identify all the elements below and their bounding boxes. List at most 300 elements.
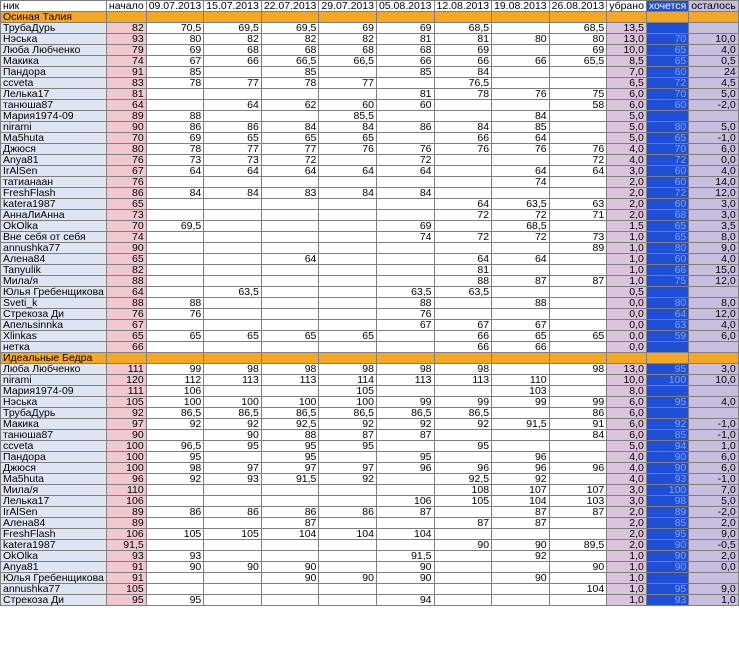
name-cell[interactable]: ccveta: [1, 441, 107, 452]
date-value-cell[interactable]: [146, 199, 204, 210]
date-value-cell[interactable]: 86,5: [319, 408, 377, 419]
date-value-cell[interactable]: 113: [204, 375, 262, 386]
date-value-cell[interactable]: [376, 254, 434, 265]
date-value-cell[interactable]: [204, 540, 262, 551]
goal-cell[interactable]: 68: [646, 210, 688, 221]
goal-cell[interactable]: 72: [646, 78, 688, 89]
date-value-cell[interactable]: 66: [434, 342, 492, 353]
date-value-cell[interactable]: [434, 298, 492, 309]
date-value-cell[interactable]: 105: [434, 496, 492, 507]
date-value-cell[interactable]: 113: [376, 375, 434, 386]
date-value-cell[interactable]: [549, 551, 607, 562]
date-value-cell[interactable]: 66: [376, 56, 434, 67]
date-value-cell[interactable]: 95: [146, 595, 204, 606]
lost-cell[interactable]: 8,0: [607, 386, 647, 397]
date-value-cell[interactable]: [434, 430, 492, 441]
start-cell[interactable]: 97: [106, 419, 146, 430]
date-value-cell[interactable]: [376, 342, 434, 353]
date-value-cell[interactable]: [434, 562, 492, 573]
date-value-cell[interactable]: [261, 595, 319, 606]
goal-cell[interactable]: 75: [646, 276, 688, 287]
start-cell[interactable]: 100: [106, 463, 146, 474]
date-value-cell[interactable]: 108: [434, 485, 492, 496]
remaining-cell[interactable]: 0,5: [689, 56, 738, 67]
date-value-cell[interactable]: [549, 221, 607, 232]
date-value-cell[interactable]: [146, 177, 204, 188]
date-value-cell[interactable]: 95: [376, 452, 434, 463]
section-title[interactable]: Осиная Талия: [1, 12, 107, 23]
start-cell[interactable]: 106: [106, 496, 146, 507]
date-value-cell[interactable]: 93: [204, 474, 262, 485]
lost-cell[interactable]: 0,0: [607, 331, 647, 342]
goal-cell[interactable]: 89: [646, 507, 688, 518]
date-value-cell[interactable]: 75: [549, 89, 607, 100]
date-value-cell[interactable]: 84: [434, 122, 492, 133]
date-value-cell[interactable]: [549, 265, 607, 276]
date-value-cell[interactable]: [492, 287, 550, 298]
date-value-cell[interactable]: [549, 122, 607, 133]
section-fill-cell[interactable]: [106, 12, 146, 23]
date-value-cell[interactable]: 86,5: [376, 408, 434, 419]
lost-cell[interactable]: 0,5: [607, 287, 647, 298]
remaining-cell[interactable]: -1,0: [689, 430, 738, 441]
remaining-cell[interactable]: [689, 386, 738, 397]
lost-cell[interactable]: 1,5: [607, 221, 647, 232]
start-cell[interactable]: 67: [106, 166, 146, 177]
date-value-cell[interactable]: 76: [376, 144, 434, 155]
name-cell[interactable]: Нэська: [1, 34, 107, 45]
date-value-cell[interactable]: 92: [319, 419, 377, 430]
date-value-cell[interactable]: [549, 342, 607, 353]
goal-cell[interactable]: 72: [646, 188, 688, 199]
date-value-cell[interactable]: 114: [319, 375, 377, 386]
date-value-cell[interactable]: 69: [549, 45, 607, 56]
date-value-cell[interactable]: 62: [261, 100, 319, 111]
date-value-cell[interactable]: [492, 45, 550, 56]
goal-cell[interactable]: 93: [646, 474, 688, 485]
date-value-cell[interactable]: [204, 485, 262, 496]
section-fill-cell[interactable]: [146, 353, 204, 364]
date-value-cell[interactable]: [204, 67, 262, 78]
remaining-cell[interactable]: -2,0: [689, 100, 738, 111]
date-value-cell[interactable]: 87: [434, 518, 492, 529]
date-value-cell[interactable]: 92,5: [434, 474, 492, 485]
date-value-cell[interactable]: [146, 518, 204, 529]
date-value-cell[interactable]: 104: [261, 529, 319, 540]
date-value-cell[interactable]: 76: [376, 309, 434, 320]
date-value-cell[interactable]: 82: [319, 34, 377, 45]
goal-cell[interactable]: 98: [646, 496, 688, 507]
date-value-cell[interactable]: [549, 188, 607, 199]
name-cell[interactable]: Anya81: [1, 155, 107, 166]
name-cell[interactable]: Мила/я: [1, 485, 107, 496]
name-cell[interactable]: OkOlka: [1, 221, 107, 232]
name-cell[interactable]: OkOlka: [1, 551, 107, 562]
date-value-cell[interactable]: 84: [204, 188, 262, 199]
date-value-cell[interactable]: [549, 573, 607, 584]
date-value-cell[interactable]: 78: [434, 89, 492, 100]
date-value-cell[interactable]: [204, 342, 262, 353]
date-value-cell[interactable]: [434, 111, 492, 122]
date-value-cell[interactable]: 76: [319, 144, 377, 155]
section-fill-cell[interactable]: [607, 12, 647, 23]
remaining-cell[interactable]: -1,0: [689, 474, 738, 485]
lost-cell[interactable]: 10,0: [607, 45, 647, 56]
date-value-cell[interactable]: 103: [549, 496, 607, 507]
date-value-cell[interactable]: [261, 386, 319, 397]
name-cell[interactable]: Люба Любченко: [1, 45, 107, 56]
date-value-cell[interactable]: [319, 342, 377, 353]
date-value-cell[interactable]: 66: [204, 56, 262, 67]
date-value-cell[interactable]: [146, 287, 204, 298]
date-value-cell[interactable]: [319, 254, 377, 265]
date-value-cell[interactable]: [204, 584, 262, 595]
goal-cell[interactable]: 85: [646, 518, 688, 529]
date-value-cell[interactable]: 74: [492, 177, 550, 188]
date-value-cell[interactable]: 95: [204, 441, 262, 452]
date-value-cell[interactable]: 77: [204, 78, 262, 89]
start-cell[interactable]: 96: [106, 474, 146, 485]
date-value-cell[interactable]: 80: [549, 34, 607, 45]
date-value-cell[interactable]: 64: [319, 166, 377, 177]
goal-cell[interactable]: 95: [646, 584, 688, 595]
date-value-cell[interactable]: 69,5: [261, 23, 319, 34]
goal-cell[interactable]: 100: [646, 485, 688, 496]
date-value-cell[interactable]: 91: [549, 419, 607, 430]
date-value-cell[interactable]: 90: [376, 562, 434, 573]
start-cell[interactable]: 66: [106, 342, 146, 353]
date-value-cell[interactable]: 86: [204, 507, 262, 518]
goal-cell[interactable]: 85: [646, 430, 688, 441]
goal-cell[interactable]: 65: [646, 232, 688, 243]
remaining-cell[interactable]: 4,5: [689, 78, 738, 89]
date-value-cell[interactable]: 99: [492, 397, 550, 408]
date-value-cell[interactable]: [492, 155, 550, 166]
name-cell[interactable]: FreshFlash: [1, 188, 107, 199]
date-value-cell[interactable]: 83: [261, 188, 319, 199]
remaining-cell[interactable]: 6,0: [689, 452, 738, 463]
date-value-cell[interactable]: 86: [549, 408, 607, 419]
lost-cell[interactable]: 6,0: [607, 419, 647, 430]
date-value-cell[interactable]: [204, 221, 262, 232]
date-value-cell[interactable]: [204, 320, 262, 331]
lost-cell[interactable]: 2,0: [607, 540, 647, 551]
date-value-cell[interactable]: [261, 265, 319, 276]
date-value-cell[interactable]: [319, 518, 377, 529]
date-value-cell[interactable]: [204, 573, 262, 584]
section-fill-cell[interactable]: [376, 353, 434, 364]
date-value-cell[interactable]: [376, 265, 434, 276]
date-value-cell[interactable]: 95: [319, 441, 377, 452]
date-value-cell[interactable]: [376, 474, 434, 485]
date-value-cell[interactable]: 74: [376, 232, 434, 243]
date-value-cell[interactable]: 84: [319, 188, 377, 199]
date-value-cell[interactable]: 98: [549, 364, 607, 375]
date-value-cell[interactable]: 90: [492, 540, 550, 551]
lost-cell[interactable]: 4,0: [607, 463, 647, 474]
date-value-cell[interactable]: [376, 133, 434, 144]
date-value-cell[interactable]: [549, 452, 607, 463]
date-value-cell[interactable]: [434, 166, 492, 177]
date-value-cell[interactable]: [492, 309, 550, 320]
remaining-cell[interactable]: 10,0: [689, 34, 738, 45]
remaining-cell[interactable]: 5,0: [689, 496, 738, 507]
section-fill-cell[interactable]: [646, 12, 688, 23]
date-value-cell[interactable]: [319, 452, 377, 463]
date-value-cell[interactable]: [261, 540, 319, 551]
date-value-cell[interactable]: [204, 518, 262, 529]
date-value-cell[interactable]: 88: [261, 430, 319, 441]
goal-cell[interactable]: 93: [646, 595, 688, 606]
date-value-cell[interactable]: 64: [492, 133, 550, 144]
date-value-cell[interactable]: 60: [376, 100, 434, 111]
lost-cell[interactable]: 5,0: [607, 111, 647, 122]
date-value-cell[interactable]: [146, 342, 204, 353]
date-value-cell[interactable]: 69: [376, 23, 434, 34]
date-value-cell[interactable]: [549, 133, 607, 144]
date-value-cell[interactable]: 69,5: [204, 23, 262, 34]
goal-cell[interactable]: 60: [646, 199, 688, 210]
date-value-cell[interactable]: 90: [434, 540, 492, 551]
date-value-cell[interactable]: 68,5: [492, 221, 550, 232]
date-value-cell[interactable]: [319, 199, 377, 210]
date-value-cell[interactable]: [261, 276, 319, 287]
lost-cell[interactable]: 1,0: [607, 265, 647, 276]
date-value-cell[interactable]: 87: [549, 276, 607, 287]
date-value-cell[interactable]: [261, 111, 319, 122]
date-value-cell[interactable]: [319, 584, 377, 595]
date-value-cell[interactable]: 92: [146, 474, 204, 485]
start-cell[interactable]: 88: [106, 276, 146, 287]
lost-cell[interactable]: 1,0: [607, 243, 647, 254]
date-value-cell[interactable]: 58: [549, 100, 607, 111]
remaining-cell[interactable]: 12,0: [689, 309, 738, 320]
date-value-cell[interactable]: 107: [492, 485, 550, 496]
date-value-cell[interactable]: 96: [492, 463, 550, 474]
goal-cell[interactable]: 95: [646, 364, 688, 375]
date-value-cell[interactable]: [319, 265, 377, 276]
date-value-cell[interactable]: [204, 276, 262, 287]
remaining-cell[interactable]: 15,0: [689, 265, 738, 276]
goal-cell[interactable]: 90: [646, 452, 688, 463]
lost-cell[interactable]: 6,0: [607, 430, 647, 441]
date-value-cell[interactable]: [434, 386, 492, 397]
date-value-cell[interactable]: [492, 78, 550, 89]
date-value-cell[interactable]: [204, 452, 262, 463]
start-cell[interactable]: 64: [106, 100, 146, 111]
lost-cell[interactable]: 0,0: [607, 342, 647, 353]
goal-cell[interactable]: 60: [646, 100, 688, 111]
date-value-cell[interactable]: 77: [319, 78, 377, 89]
name-cell[interactable]: ТрубаДурь: [1, 408, 107, 419]
lost-cell[interactable]: 2,0: [607, 199, 647, 210]
date-value-cell[interactable]: 90: [261, 573, 319, 584]
date-value-cell[interactable]: 90: [204, 562, 262, 573]
goal-cell[interactable]: 60: [646, 166, 688, 177]
remaining-cell[interactable]: -0,5: [689, 540, 738, 551]
column-header[interactable]: хочется: [646, 1, 688, 12]
date-value-cell[interactable]: [319, 155, 377, 166]
date-value-cell[interactable]: 65: [204, 133, 262, 144]
date-value-cell[interactable]: [434, 595, 492, 606]
date-value-cell[interactable]: 84: [549, 430, 607, 441]
lost-cell[interactable]: 6,5: [607, 78, 647, 89]
lost-cell[interactable]: 6,0: [607, 397, 647, 408]
date-value-cell[interactable]: 65: [261, 331, 319, 342]
remaining-cell[interactable]: 9,0: [689, 529, 738, 540]
column-header[interactable]: 22.07.2013: [261, 1, 319, 12]
date-value-cell[interactable]: 66: [492, 56, 550, 67]
date-value-cell[interactable]: 86: [146, 507, 204, 518]
lost-cell[interactable]: 10,0: [607, 375, 647, 386]
lost-cell[interactable]: 13,0: [607, 364, 647, 375]
lost-cell[interactable]: 13,0: [607, 34, 647, 45]
column-header[interactable]: убрано: [607, 1, 647, 12]
date-value-cell[interactable]: [261, 485, 319, 496]
date-value-cell[interactable]: 65: [319, 133, 377, 144]
date-value-cell[interactable]: [146, 584, 204, 595]
date-value-cell[interactable]: [549, 111, 607, 122]
name-cell[interactable]: Мила/я: [1, 276, 107, 287]
date-value-cell[interactable]: 60: [319, 100, 377, 111]
date-value-cell[interactable]: 68: [261, 45, 319, 56]
date-value-cell[interactable]: 90: [549, 562, 607, 573]
date-value-cell[interactable]: 87: [376, 507, 434, 518]
date-value-cell[interactable]: 92,5: [261, 419, 319, 430]
start-cell[interactable]: 100: [106, 452, 146, 463]
date-value-cell[interactable]: [434, 100, 492, 111]
remaining-cell[interactable]: 3,0: [689, 199, 738, 210]
name-cell[interactable]: Джюся: [1, 463, 107, 474]
date-value-cell[interactable]: 72: [434, 210, 492, 221]
name-cell[interactable]: Xlinkas: [1, 331, 107, 342]
date-value-cell[interactable]: 95: [261, 452, 319, 463]
section-fill-cell[interactable]: [261, 12, 319, 23]
goal-cell[interactable]: 60: [646, 67, 688, 78]
date-value-cell[interactable]: 86: [146, 122, 204, 133]
date-value-cell[interactable]: 88: [146, 111, 204, 122]
date-value-cell[interactable]: 100: [204, 397, 262, 408]
start-cell[interactable]: 89: [106, 518, 146, 529]
goal-cell[interactable]: [646, 573, 688, 584]
date-value-cell[interactable]: 87: [261, 518, 319, 529]
date-value-cell[interactable]: [434, 177, 492, 188]
lost-cell[interactable]: 8,5: [607, 56, 647, 67]
date-value-cell[interactable]: [261, 177, 319, 188]
goal-cell[interactable]: 70: [646, 34, 688, 45]
lost-cell[interactable]: 5,0: [607, 441, 647, 452]
date-value-cell[interactable]: [204, 254, 262, 265]
remaining-cell[interactable]: 4,0: [689, 320, 738, 331]
section-fill-cell[interactable]: [106, 353, 146, 364]
date-value-cell[interactable]: 98: [146, 463, 204, 474]
goal-cell[interactable]: 65: [646, 133, 688, 144]
date-value-cell[interactable]: 105: [204, 529, 262, 540]
start-cell[interactable]: 111: [106, 364, 146, 375]
date-value-cell[interactable]: 84: [319, 122, 377, 133]
remaining-cell[interactable]: 2,0: [689, 551, 738, 562]
date-value-cell[interactable]: 72: [492, 210, 550, 221]
date-value-cell[interactable]: [204, 386, 262, 397]
date-value-cell[interactable]: 98: [319, 364, 377, 375]
date-value-cell[interactable]: 64: [204, 100, 262, 111]
date-value-cell[interactable]: [146, 496, 204, 507]
date-value-cell[interactable]: 65: [261, 133, 319, 144]
goal-cell[interactable]: 72: [646, 155, 688, 166]
date-value-cell[interactable]: [146, 89, 204, 100]
date-value-cell[interactable]: 90: [319, 573, 377, 584]
date-value-cell[interactable]: [434, 551, 492, 562]
lost-cell[interactable]: 0,0: [607, 298, 647, 309]
section-fill-cell[interactable]: [607, 353, 647, 364]
date-value-cell[interactable]: 92: [319, 474, 377, 485]
date-value-cell[interactable]: [434, 507, 492, 518]
date-value-cell[interactable]: 84: [434, 67, 492, 78]
goal-cell[interactable]: [646, 342, 688, 353]
lost-cell[interactable]: 6,0: [607, 89, 647, 100]
date-value-cell[interactable]: 92: [492, 474, 550, 485]
date-value-cell[interactable]: 90: [376, 573, 434, 584]
name-cell[interactable]: Стрекоза Ди: [1, 595, 107, 606]
name-cell[interactable]: Макика: [1, 419, 107, 430]
column-header[interactable]: 26.08.2013: [549, 1, 607, 12]
date-value-cell[interactable]: 86,5: [261, 408, 319, 419]
date-value-cell[interactable]: [492, 364, 550, 375]
remaining-cell[interactable]: 24: [689, 67, 738, 78]
date-value-cell[interactable]: [492, 100, 550, 111]
goal-cell[interactable]: 95: [646, 529, 688, 540]
date-value-cell[interactable]: 95: [261, 441, 319, 452]
start-cell[interactable]: 65: [106, 254, 146, 265]
lost-cell[interactable]: 1,0: [607, 551, 647, 562]
name-cell[interactable]: Ма5huta: [1, 133, 107, 144]
name-cell[interactable]: танюша87: [1, 430, 107, 441]
name-cell[interactable]: FreshFlash: [1, 529, 107, 540]
date-value-cell[interactable]: 98: [434, 364, 492, 375]
date-value-cell[interactable]: [549, 309, 607, 320]
date-value-cell[interactable]: [204, 595, 262, 606]
date-value-cell[interactable]: 64: [434, 199, 492, 210]
section-title[interactable]: Идеальные Бедра: [1, 353, 107, 364]
date-value-cell[interactable]: [204, 111, 262, 122]
date-value-cell[interactable]: [492, 595, 550, 606]
date-value-cell[interactable]: 64: [492, 166, 550, 177]
date-value-cell[interactable]: [492, 584, 550, 595]
date-value-cell[interactable]: 73: [204, 155, 262, 166]
date-value-cell[interactable]: [376, 584, 434, 595]
date-value-cell[interactable]: [146, 430, 204, 441]
date-value-cell[interactable]: 66: [434, 56, 492, 67]
section-fill-cell[interactable]: [689, 12, 738, 23]
start-cell[interactable]: 90: [106, 122, 146, 133]
date-value-cell[interactable]: 64: [492, 254, 550, 265]
date-value-cell[interactable]: 92: [204, 419, 262, 430]
date-value-cell[interactable]: 67: [146, 56, 204, 67]
remaining-cell[interactable]: 10,0: [689, 375, 738, 386]
date-value-cell[interactable]: 68,5: [549, 23, 607, 34]
date-value-cell[interactable]: 64: [376, 166, 434, 177]
remaining-cell[interactable]: 0,0: [689, 155, 738, 166]
name-cell[interactable]: Мария1974-09: [1, 386, 107, 397]
start-cell[interactable]: 105: [106, 397, 146, 408]
date-value-cell[interactable]: 76,5: [434, 78, 492, 89]
date-value-cell[interactable]: [434, 155, 492, 166]
date-value-cell[interactable]: 66: [492, 342, 550, 353]
date-value-cell[interactable]: 90: [492, 573, 550, 584]
name-cell[interactable]: Макика: [1, 56, 107, 67]
start-cell[interactable]: 89: [106, 507, 146, 518]
date-value-cell[interactable]: 86,5: [434, 408, 492, 419]
